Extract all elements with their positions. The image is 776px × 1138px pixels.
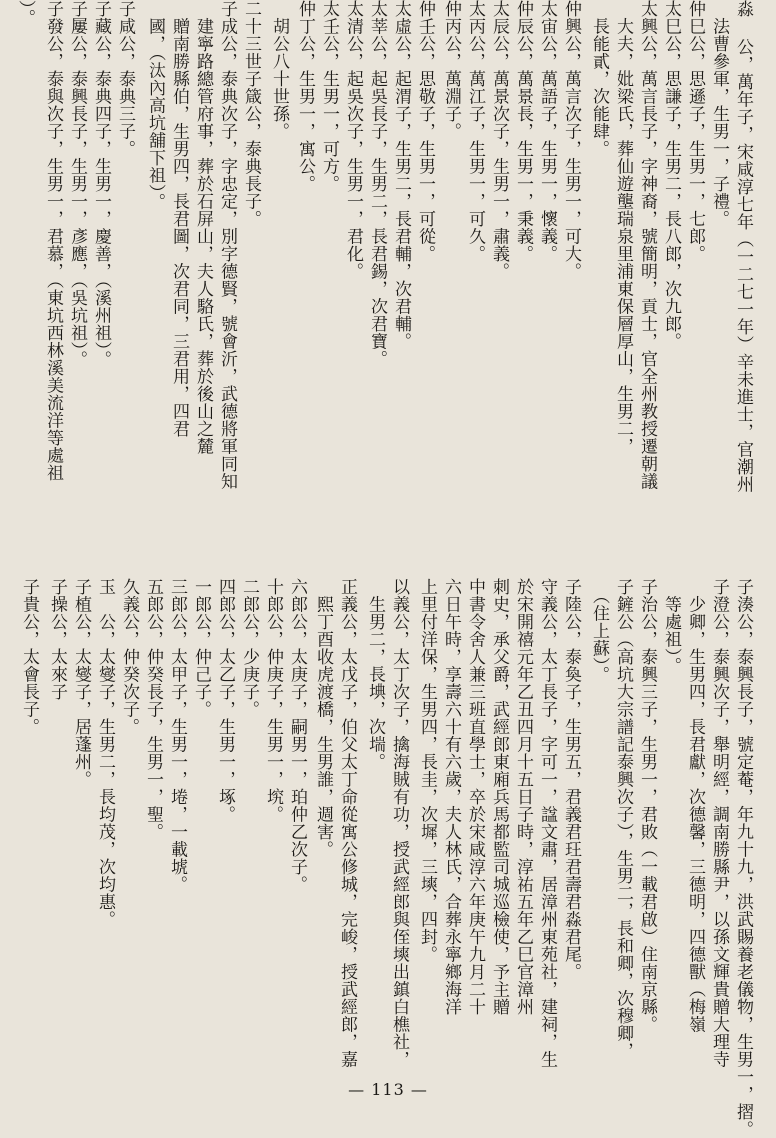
- text-column: 久義公，仲癸次子。: [119, 578, 139, 736]
- text-column: 子咸公，泰典三子。: [115, 0, 135, 158]
- text-column: 子屢公，泰興長子，生男一，彥應，（吳坑祖）。: [67, 0, 87, 368]
- text-column: 上里付洋保，生男四，長圭，次墀，三塽，四封。: [417, 578, 437, 963]
- text-column: 太巳公，思謙子，生男二，長八郎，次九郎。: [661, 0, 681, 350]
- text-column: 六日午時，享壽六十有六歲，夫人林氏，合葬永寧鄉海洋: [441, 578, 461, 1016]
- text-column: 子操公，太來子: [47, 578, 67, 701]
- text-column: 一郎公，仲己子。: [191, 578, 211, 718]
- text-column: 正義公，太戊子，伯父太丁命從寓公修城，完峻，授武經郎，嘉: [337, 578, 357, 1068]
- text-column: 胡公八十世孫。: [269, 0, 289, 140]
- page-number: — 113 —: [348, 1080, 428, 1099]
- lower-text-block: [0, 578, 776, 1138]
- text-column: 建寧路總管府事，葬於石屏山，夫人駱氏，葬於後山之麓: [193, 0, 213, 455]
- text-column: （住上蘇）。: [589, 578, 609, 684]
- text-column: 五郎公，仲癸長子，生男一，聖。: [143, 578, 163, 841]
- text-column: 國，（汰內高坑舖下祖）。: [145, 0, 165, 211]
- text-column: 贈南勝縣伯，生男四，長君圖，次君同，三君用，四君: [169, 0, 189, 438]
- upper-text-block: [0, 0, 776, 560]
- text-column: 仲丙公，萬淵子。: [441, 0, 461, 140]
- text-column: 太莘公，起吳長子，生男二，長君錫，次君寶。: [367, 0, 387, 368]
- text-column: 仲壬公，思敬子，生男一，可從。: [415, 0, 435, 263]
- text-column: 淼 公，萬年子，宋咸淳七年（一二七一年）辛未進士，官潮州: [733, 0, 753, 493]
- text-column: 少卿，生男四，長君獻，次德馨，三德明，四德獸（梅嶺: [685, 578, 705, 1033]
- text-column: 太宙公，萬語子，生男一，懷義。: [537, 0, 557, 263]
- text-column: 仲巳公，思遜子，生男一，七郎。: [685, 0, 705, 263]
- text-column: 子植公，太燮子，居蓬州。: [71, 578, 91, 788]
- text-column: 太興公，萬言長子，字神裔，號簡明，貢士，官全州教授遷朝議: [637, 0, 657, 490]
- text-column: 長能貳，次能肆。: [589, 0, 609, 158]
- text-column: 子澄公，泰興次子，舉明經，調南勝縣尹，以孫文輝貴贈大理寺: [709, 578, 729, 1068]
- text-column: 六郎公，太庚子，嗣男一，珀仲乙次子。: [287, 578, 307, 893]
- text-column: 四郎公，太乙子，生男一，㙇。: [215, 578, 235, 823]
- text-column: 大夫，妣梁氏，葬仙遊壟瑞泉里浦東保層厚山，生男二，: [613, 0, 633, 455]
- text-column: 三郎公，太甲子，生男一，埢，一載㙈。: [167, 578, 187, 893]
- text-column: 子治公，泰興三子，生男一，君敗（一載君啟）住南京縣。: [637, 578, 657, 1033]
- text-column: 中書令舍人兼三班直學士，卒於宋咸淳六年庚午九月二十: [465, 578, 485, 1016]
- text-column: 十郎公，仲庚子，生男一，㙀。: [263, 578, 283, 823]
- text-column: 太丙公，萬江子，生男一，可久。: [465, 0, 485, 263]
- text-column: 子成公，泰典次子，字忠定，別字德賢，號會沂，武德將軍同知: [217, 0, 237, 490]
- text-column: 生男二，長㙉，次㙐。: [365, 578, 385, 771]
- text-column: 仲辰公，萬景長，生男一，秉義。: [513, 0, 533, 263]
- text-column: 太辰公，萬景次子，生男一，肅義。: [489, 0, 509, 280]
- text-column: 玉 公，太燮子，生男二，長均茂，次均惠。: [95, 578, 115, 928]
- text-column: 等處祖）。: [661, 578, 681, 675]
- text-column: 仲丁公，生男一，寓公。: [295, 0, 315, 193]
- text-column: 子藏公，泰典四子，生男一，慶善，（溪州祖）。: [91, 0, 111, 368]
- text-column: 二十三世子箴公，泰典長子。: [241, 0, 261, 228]
- text-column: 仲興公，萬言次子，生男一，可大。: [561, 0, 581, 280]
- text-column: 二郎公，少庚子。: [239, 578, 259, 718]
- text-column: 太虛公，起渭子，生男二，長君輔，次君輔。: [391, 0, 411, 350]
- text-column: 太清公，起吳次子，生男一，君化。: [343, 0, 363, 280]
- text-column: 子陸公，泰奐子，生男五，君義君玨君壽君淼君尾。: [561, 578, 581, 981]
- text-column: ）。: [15, 0, 35, 27]
- text-column: 法曹參軍，生男一，子禮。: [709, 0, 729, 228]
- text-column: 熙丁酉收虎渡橋，生男誰，週害。: [313, 578, 333, 858]
- text-column: 子湊公，泰興長子，號定菴，年九十九，洪武賜養老儀物，生男一，摺。: [733, 578, 753, 1138]
- text-column: 於宋開禧元年乙丑四月十五日子時，淳祐五年乙巳官漳州: [513, 578, 533, 1016]
- text-column: 太壬公，生男一，可方。: [319, 0, 339, 193]
- text-column: 子發公，泰與次子，生男一，君慕，（東坑西林溪美流洋等處祖: [43, 0, 63, 482]
- text-column: 子鏟公（高坑大宗譜記泰興次子），生男二，長和卿，次穆卿，: [613, 578, 633, 1060]
- text-column: 刺史，承父爵，武經郎東廂兵馬都監司城巡檢使，予主贈: [489, 578, 509, 1016]
- text-column: 守義公，太丁長子，字可一，諡文肅，居漳州東苑社，建祠，生: [537, 578, 557, 1068]
- text-column: 子貴公，太會長子。: [19, 578, 39, 736]
- text-column: 以義公，太丁次子，擒海賊有功，授武經郎與侄塽出鎮白樵社，: [389, 578, 409, 1068]
